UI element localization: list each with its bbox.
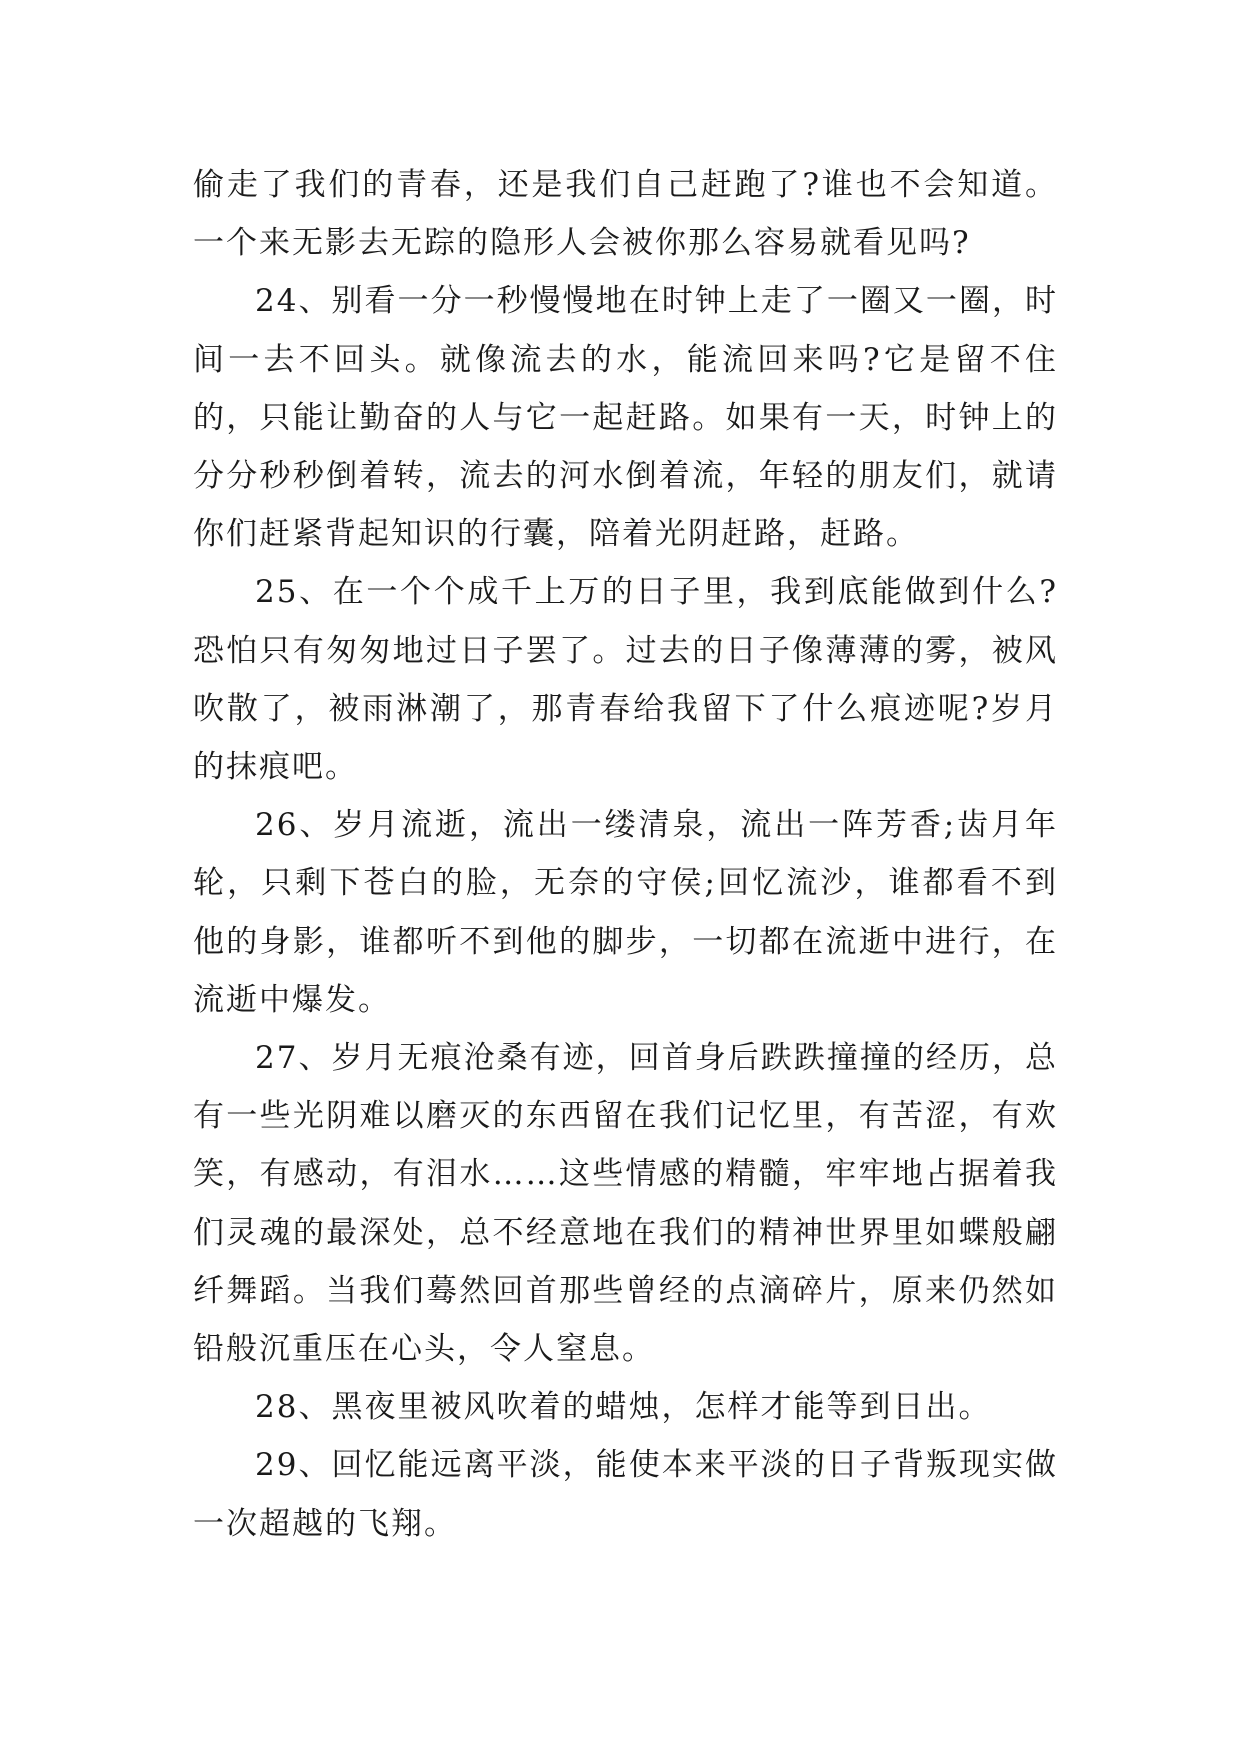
paragraph-27: 27、岁月无痕沧桑有迹，回首身后跌跌撞撞的经历，总有一些光阴难以磨灭的东西留在我们记忆里，有苦涩，有欢笑，有感动，有泪水……这些情感的精髓，牢牢地占据着我们灵魂的最深处，总不经意地在我们的精神世界里如蝶般翩纤舞蹈。当我们蓦然回首那些曾经的点滴碎片，原来仍然如铅般沉重压在心头，令人窒息。 xyxy=(193,1040,1058,1368)
paragraph-28: 28、黑夜里被风吹着的蜡烛，怎样才能等到日出。 xyxy=(255,1389,992,1426)
paragraph-24: 24、别看一分一秒慢慢地在时钟上走了一圈又一圈，时间一去不回头。就像流去的水，能流回来吗?它是留不住的，只能让勤奋的人与它一起赶路。如果有一天，时钟上的分分秒秒倒着转，流去的河水倒着流，年轻的朋友们，就请你们赶紧背起知识的行囊，陪着光阴赶路，赶路。 xyxy=(193,283,1058,553)
document-body xyxy=(193,156,1058,1553)
paragraph-26: 26、岁月流逝，流出一缕清泉，流出一阵芳香;齿月年轮，只剩下苍白的脸，无奈的守侯;回忆流沙，谁都看不到他的身影，谁都听不到他的脚步，一切都在流逝中进行，在流逝中爆发。 xyxy=(193,807,1058,1018)
paragraph-25: 25、在一个个成千上万的日子里，我到底能做到什么?恐怕只有匆匆地过日子罢了。过去的日子像薄薄的雾，被风吹散了，被雨淋潮了，那青春给我留下了什么痕迹呢?岁月的抹痕吧。 xyxy=(193,574,1058,786)
paragraph-continuation: 偷走了我们的青春，还是我们自己赶跑了?谁也不会知道。一个来无影去无踪的隐形人会被你那么容易就看见吗? xyxy=(193,167,1058,262)
paragraph-29: 29、回忆能远离平淡，能使本来平淡的日子背叛现实做一次超越的飞翔。 xyxy=(193,1447,1058,1542)
